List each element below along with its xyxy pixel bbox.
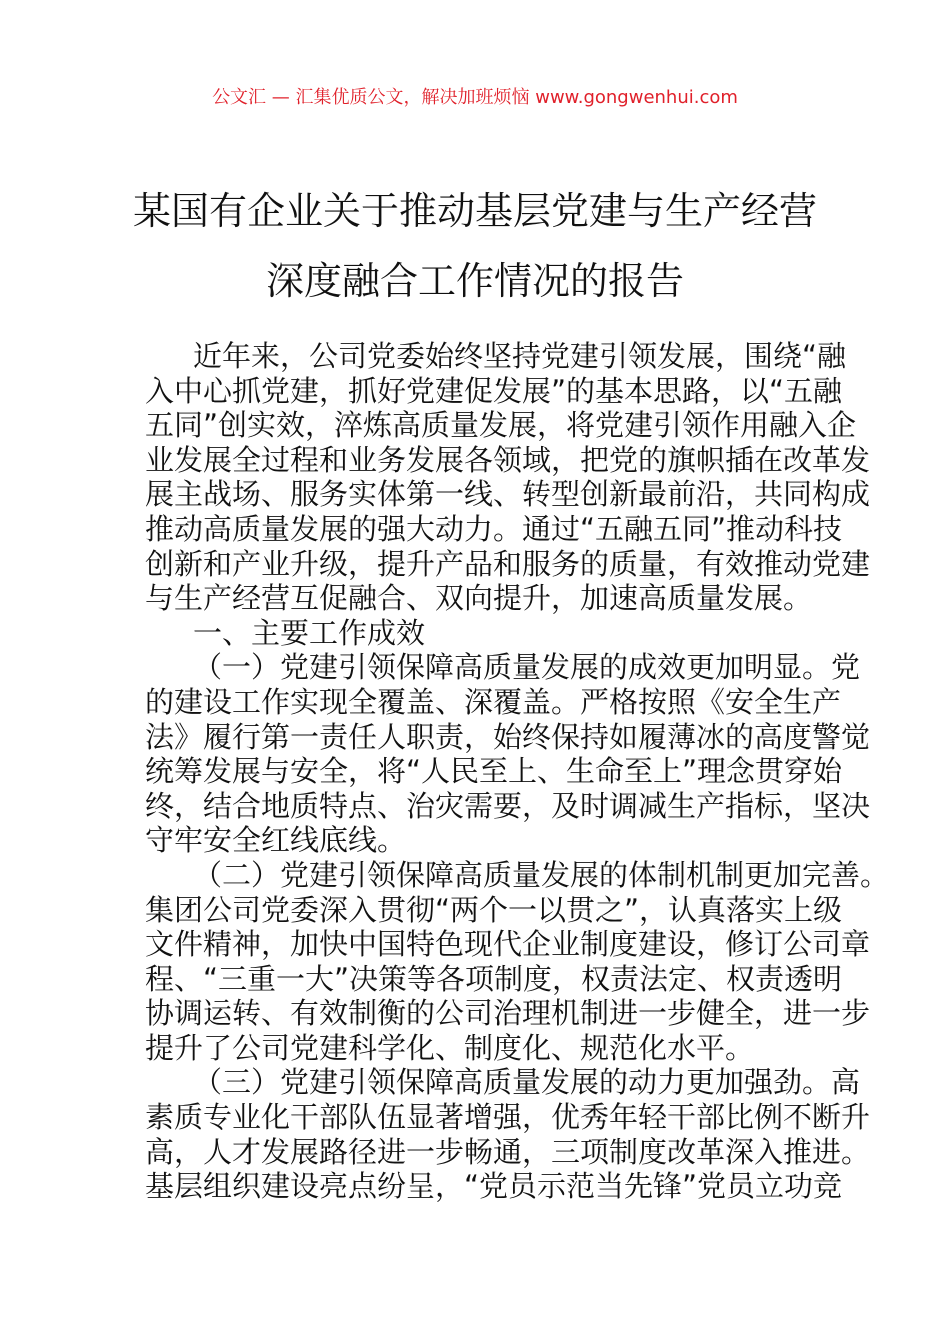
subsection-1-line: 统筹发展与安全，将“人民至上、生命至上”理念贯穿始 [145,754,843,789]
paragraph-intro-line: 五同”创实效，淬炼高质量发展，将党建引领作用融入企 [145,408,857,443]
paragraph-intro-line: 推动高质量发展的强大动力。通过“五融五同”推动科技 [145,511,843,546]
subsection-3-line: 素质专业化干部队伍显著增强，优秀年轻干部比例不断升 [145,1100,871,1135]
subsection-1-line: 终，结合地质特点、治灾需要，及时调减生产指标，坚决 [145,788,871,823]
subsection-1-line: 法》履行第一责任人职责，始终保持如履薄冰的高度警觉 [145,719,871,754]
document-title [0,176,950,316]
site-watermark: 公文汇 — 汇集优质公文，解决加班烦恼 www.gongwenhui.com [212,87,738,108]
subsection-1-line: （一）党建引领保障高质量发展的成效更加明显。党 [193,650,861,685]
document-body [145,339,890,1204]
section-heading-1: 一、主要工作成效 [193,615,426,650]
subsection-2-line: 协调运转、有效制衡的公司治理机制进一步健全，进一步 [145,996,871,1031]
subsection-3-line: 基层组织建设亮点纷呈，“党员示范当先锋”党员立功竞 [145,1169,843,1204]
subsection-2-line: （二）党建引领保障高质量发展的体制机制更加完善。 [193,857,890,892]
paragraph-intro-line: 与生产经营互促融合、双向提升，加速高质量发展。 [145,581,813,616]
title-line-2: 深度融合工作情况的报告 [265,259,684,303]
subsection-1-line: 守牢安全红线底线。 [145,823,407,858]
subsection-3-line: （三）党建引领保障高质量发展的动力更加强劲。高 [193,1065,861,1100]
paragraph-intro-line: 业发展全过程和业务发展各领域，把党的旗帜插在改革发 [145,442,871,477]
subsection-2-line: 提升了公司党建科学化、制度化、规范化水平。 [145,1030,755,1065]
paragraph-intro-line: 展主战场、服务实体第一线、转型创新最前沿，共同构成 [145,477,871,512]
subsection-2-line: 程、“三重一大”决策等各项制度，权责法定、权责透明 [145,961,843,996]
title-line-1: 某国有企业关于推动基层党建与生产经营 [132,189,817,233]
paragraph-intro-line: 入中心抓党建，抓好党建促发展”的基本思路，以“五融 [145,373,843,408]
subsection-2-line: 集团公司党委深入贯彻“两个一以贯之”，认真落实上级 [145,892,843,927]
subsection-1-line: 的建设工作实现全覆盖、深覆盖。严格按照《安全生产 [145,684,842,719]
subsection-2-line: 文件精神，加快中国特色现代企业制度建设，修订公司章 [145,927,871,962]
subsection-3-line: 高，人才发展路径进一步畅通，三项制度改革深入推进。 [145,1134,871,1169]
paragraph-intro-line: 近年来，公司党委始终坚持党建引领发展，围绕“融 [193,339,847,373]
paragraph-intro-line: 创新和产业升级，提升产品和服务的质量，有效推动党建 [145,546,871,581]
